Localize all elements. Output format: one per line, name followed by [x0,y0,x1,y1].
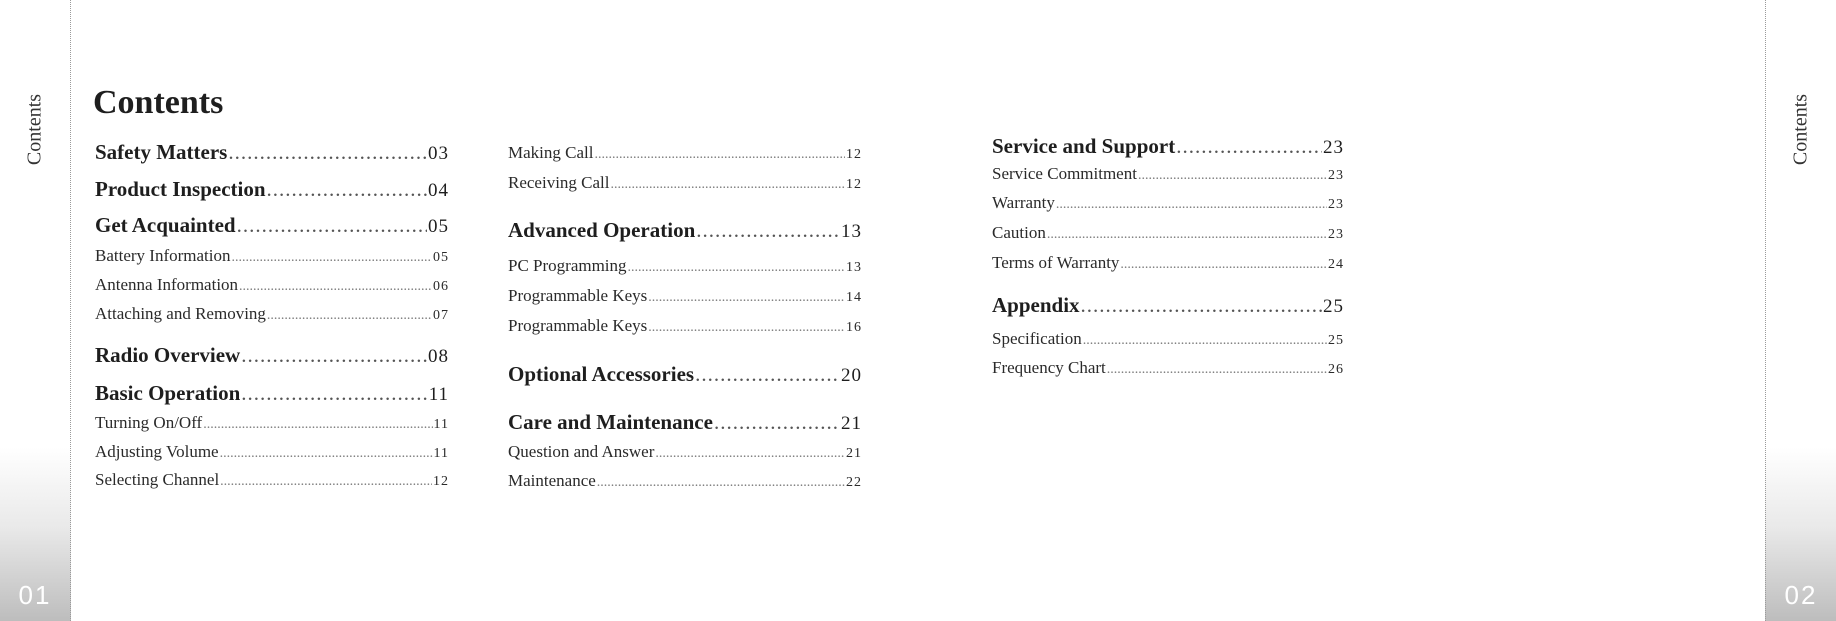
toc-entry[interactable] [95,381,449,406]
toc-entry-page: 08 [428,346,449,367]
leader-dots [628,260,845,276]
toc-entry-title: Optional Accessories [508,362,695,386]
leader-dots [237,213,427,238]
toc-entry-title: Battery Information [95,246,231,265]
toc-entry[interactable] [95,304,449,324]
toc-entry-page: 13 [846,260,862,275]
toc-entry-title: PC Programming [508,256,627,275]
toc-entry-page: 12 [846,177,862,192]
leader-dots [714,410,840,435]
toc-entry-page: 23 [1328,227,1344,242]
toc-entry[interactable] [95,246,449,266]
toc-entry-title: Basic Operation [95,381,241,405]
toc-entry[interactable] [508,143,862,163]
leader-dots [611,177,845,193]
leader-dots [232,250,433,266]
toc-entry-title: Specification [992,329,1082,348]
toc-entry[interactable] [992,253,1344,273]
leader-dots [648,320,845,336]
page-title: Contents [93,84,224,121]
leader-dots [1138,168,1327,184]
toc-entry-page: 11 [428,384,449,405]
toc-entry-page: 23 [1328,197,1344,212]
leader-dots [267,308,432,324]
toc-entry-page: 25 [1328,333,1344,348]
toc-entry-title: Product Inspection [95,177,266,201]
leader-dots [1047,227,1327,243]
toc-entry[interactable] [992,358,1344,378]
toc-entry-page: 05 [433,250,449,265]
toc-entry-title: Receiving Call [508,173,610,192]
toc-entry-page: 22 [846,475,862,490]
leader-dots [228,140,427,165]
toc-entry-page: 23 [1323,137,1344,158]
leader-dots [241,343,427,368]
toc-entry[interactable] [992,193,1344,213]
toc-entry-page: 25 [1323,296,1344,317]
toc-entry-page: 06 [433,279,449,294]
right-page-strip [1765,0,1836,621]
toc-entry-page: 05 [428,216,449,237]
toc-entry-page: 23 [1328,168,1344,183]
toc-entry[interactable] [95,213,449,238]
leader-dots [1083,333,1327,349]
leader-dots [1081,293,1322,318]
toc-entry-page: 12 [433,474,449,489]
leader-dots [1120,257,1327,273]
leader-dots [648,290,845,306]
toc-entry-page: 11 [433,446,449,461]
toc-entry[interactable] [992,293,1344,318]
toc-entry-title: Warranty [992,193,1055,212]
toc-entry-page: 11 [433,417,449,432]
toc-entry-page: 12 [846,147,862,162]
toc-entry-title: Antenna Information [95,275,239,294]
toc-entry-title: Caution [992,223,1046,242]
toc-entry-title: Advanced Operation [508,218,696,242]
toc-entry-page: 24 [1328,257,1344,272]
toc-entry[interactable] [992,134,1344,159]
toc-entry-title: Frequency Chart [992,358,1106,377]
leader-dots [220,446,433,462]
toc-entry[interactable] [508,471,862,491]
toc-entry-page: 13 [841,221,862,242]
toc-entry[interactable] [508,410,862,435]
leader-dots [695,362,840,387]
toc-entry-page: 20 [841,365,862,386]
left-page-strip [0,0,71,621]
leader-dots [267,177,427,202]
leader-dots [594,147,845,163]
toc-entry[interactable] [95,275,449,295]
leader-dots [239,279,432,295]
toc-entry[interactable] [95,470,449,490]
toc-entry-page: 26 [1328,362,1344,377]
toc-entry[interactable] [508,286,862,306]
toc-entry[interactable] [95,413,449,433]
toc-entry[interactable] [992,223,1344,243]
toc-entry-page: 03 [428,143,449,164]
toc-entry-page: 16 [846,320,862,335]
toc-entry-title: Attaching and Removing [95,304,266,323]
leader-dots [203,417,432,433]
toc-entry-title: Question and Answer [508,442,655,461]
leader-dots [655,446,845,462]
leader-dots [1056,197,1327,213]
leader-dots [1176,134,1322,159]
leader-dots [241,381,427,406]
toc-entry-title: Terms of Warranty [992,253,1120,272]
left-page-number: 01 [18,580,52,610]
toc-entry-page: 14 [846,290,862,305]
leader-dots [696,218,840,243]
toc-entry-title: Safety Matters [95,140,228,164]
toc-entry-title: Radio Overview [95,343,241,367]
right-page-number: 02 [1784,580,1818,610]
toc-entry[interactable] [508,173,862,193]
toc-entry[interactable] [95,140,449,165]
toc-entry[interactable] [992,329,1344,349]
leader-dots [1107,362,1327,378]
toc-entry-page: 04 [428,180,449,201]
toc-entry-title: Service and Support [992,134,1176,158]
toc-entry[interactable] [95,442,449,462]
toc-entry[interactable] [95,343,449,368]
toc-entry-title: Selecting Channel [95,470,220,489]
toc-entry[interactable] [508,362,862,387]
toc-entry-title: Programmable Keys [508,316,648,335]
toc-entry-title: Get Acquainted [95,213,236,237]
toc-entry-title: Programmable Keys [508,286,648,305]
toc-entry[interactable] [508,316,862,336]
toc-entry[interactable] [508,218,862,243]
toc-entry-title: Maintenance [508,471,596,490]
toc-entry[interactable] [508,256,862,276]
toc-entry-title: Service Commitment [992,164,1137,183]
toc-entry-page: 21 [841,413,862,434]
left-section-label: Contents [23,93,46,166]
right-section-label: Contents [1789,93,1812,166]
toc-entry-title: Turning On/Off [95,413,203,432]
toc-entry-title: Care and Maintenance [508,410,713,434]
toc-entry[interactable] [95,177,449,202]
toc-entry[interactable] [992,164,1344,184]
leader-dots [220,474,432,490]
leader-dots [597,475,845,491]
toc-entry-page: 21 [846,446,862,461]
toc-entry-title: Appendix [992,293,1080,317]
toc-entry-title: Making Call [508,143,594,162]
toc-entry-page: 07 [433,308,449,323]
toc-entry-title: Adjusting Volume [95,442,219,461]
toc-entry[interactable] [508,442,862,462]
